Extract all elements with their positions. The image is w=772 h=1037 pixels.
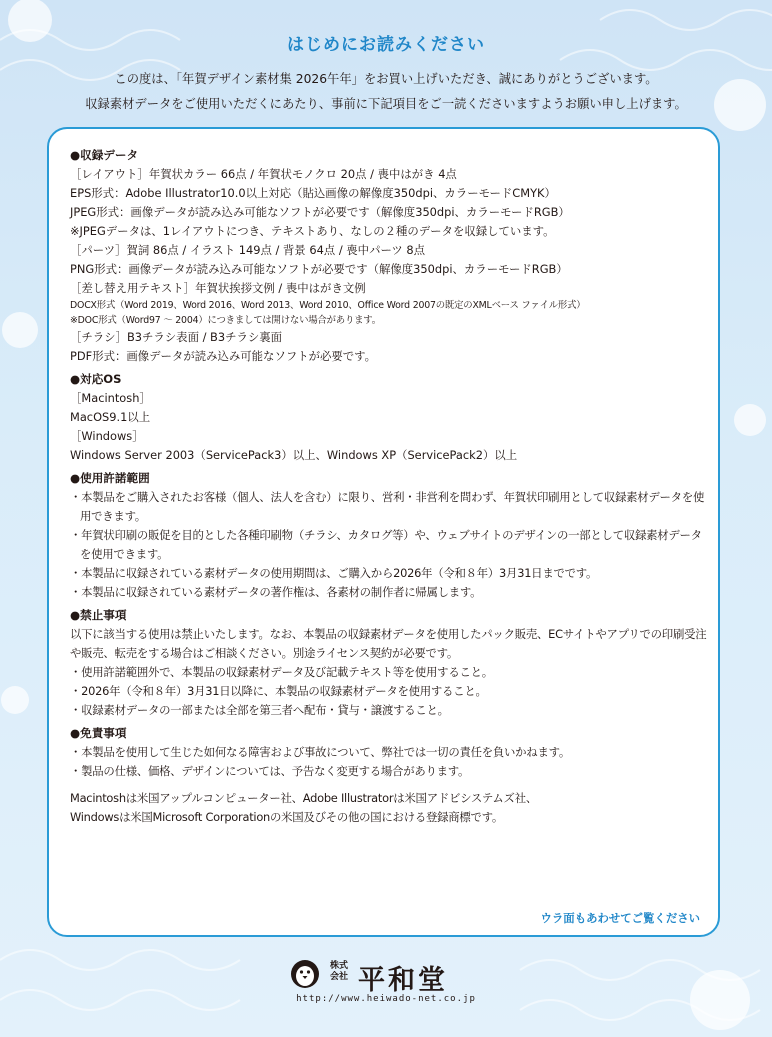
disclaimer-item: ・製品の仕様、価格、デザインについては、予告なく変更する場合があります。 xyxy=(70,764,470,778)
trademark-line: Macintoshは米国アップルコンピューター社、Adobe Illustratorは米国アドビシステムズ社、 xyxy=(70,791,537,805)
data-line: EPS形式：Adobe Illustrator10.0以上対応（貼込画像の解像度350dpi、カラーモードCMYK） xyxy=(70,186,556,200)
company-url: http://www.heiwado-net.co.jp xyxy=(296,994,476,1004)
content-body xyxy=(70,146,710,827)
section-heading-prohibited: ●禁止事項 xyxy=(70,608,127,622)
company-prefix: 株式 会社 xyxy=(329,961,348,982)
license-item: ・年賀状印刷の販促を目的とした各種印刷物（チラシ、カタログ等）や、ウェブサイトのデザインの一部として収録素材データを使用できます。 xyxy=(70,528,702,561)
prohibited-item: ・収録素材データの一部または全部を第三者へ配布・貸与・譲渡すること。 xyxy=(70,703,449,717)
data-line: ［差し替え用テキスト］年賀状挨拶文例 / 喪中はがき文例 xyxy=(70,281,366,295)
os-line: ［Macintosh］ xyxy=(70,391,151,405)
disclaimer-item: ・本製品を使用して生じた如何なる障害および事故について、弊社では一切の責任を負いかねます。 xyxy=(70,745,570,759)
back-side-note: ウラ面もあわせてご覧ください xyxy=(540,911,700,925)
data-line: ［チラシ］B3チラシ表面 / B3チラシ裏面 xyxy=(70,330,283,344)
section-heading-disclaimer: ●免責事項 xyxy=(70,726,127,740)
trademark-line: Windowsは米国Microsoft Corporationの米国及びその他の国における登録商標です。 xyxy=(70,810,504,824)
data-line: DOCX形式（Word 2019、Word 2016、Word 2013、Word 2010、Office Word 2007の既定のXMLベース ファイル形式） xyxy=(70,300,586,311)
data-note: ※DOC形式（Word97 〜 2004）につきましては開けない場合があります。 xyxy=(70,315,381,326)
prohibited-item: ・使用許諾範囲外で、本製品の収録素材データ及び記載テキスト等を使用すること。 xyxy=(70,665,493,679)
license-item: ・本製品に収録されている素材データの著作権は、各素材の制作者に帰属します。 xyxy=(70,585,482,599)
section-heading-license: ●使用許諾範囲 xyxy=(70,471,150,485)
company-name: 平和堂 xyxy=(358,965,448,996)
license-item: ・本製品に収録されている素材データの使用期間は、ご購入から2026年（令和８年）3月31日までです。 xyxy=(70,566,598,580)
prohibited-item: ・2026年（令和８年）3月31日以降に、本製品の収録素材データを使用すること。 xyxy=(70,684,487,698)
penguin-logo-icon xyxy=(290,959,320,989)
section-heading-data: ●収録データ xyxy=(70,148,139,162)
data-line: ※JPEGデータは、1レイアウトにつき、テキストあり、なしの２種のデータを収録しています。 xyxy=(70,224,555,238)
os-line: Windows Server 2003（ServicePack3）以上、Windows XP（ServicePack2）以上 xyxy=(70,448,518,462)
os-line: ［Windows］ xyxy=(70,429,144,443)
intro-line-2: 収録素材データをご使用いただくにあたり、事前に下記項目をご一読くださいますようお願い申し上げます。 xyxy=(85,97,687,111)
data-line: ［レイアウト］年賀状カラー 66点 / 年賀状モノクロ 20点 / 喪中はがき 4点 xyxy=(70,167,457,181)
intro-line-1: この度は、「年賀デザイン素材集 2026午年」をお買い上げいただき、誠にありがとうございます。 xyxy=(114,72,658,86)
section-heading-os: ●対応OS xyxy=(70,372,122,386)
license-item: ・本製品をご購入されたお客様（個人、法人を含む）に限り、営利・非営利を問わず、年賀状印刷用として収録素材データを使用できます。 xyxy=(70,490,705,523)
data-line: JPEG形式：画像データが読み込み可能なソフトが必要です（解像度350dpi、カラーモードRGB） xyxy=(70,205,570,219)
data-line: PDF形式：画像データが読み込み可能なソフトが必要です。 xyxy=(70,349,377,363)
company-logo xyxy=(290,958,490,996)
prohibited-intro: 以下に該当する使用は禁止いたします。なお、本製品の収録素材データを使用したパック販売、ECサイトやアプリでの印刷受注や販売、転売をする場合はご相談ください。別途ライセンス契約が必要です。 xyxy=(70,627,707,660)
data-line: PNG形式：画像データが読み込み可能なソフトが必要です（解像度350dpi、カラーモードRGB） xyxy=(70,262,568,276)
data-line: ［パーツ］賀詞 86点 / イラスト 149点 / 背景 64点 / 喪中パーツ 8点 xyxy=(70,243,426,257)
page-title: はじめにお読みください xyxy=(287,35,485,55)
os-line: MacOS9.1以上 xyxy=(70,410,151,424)
